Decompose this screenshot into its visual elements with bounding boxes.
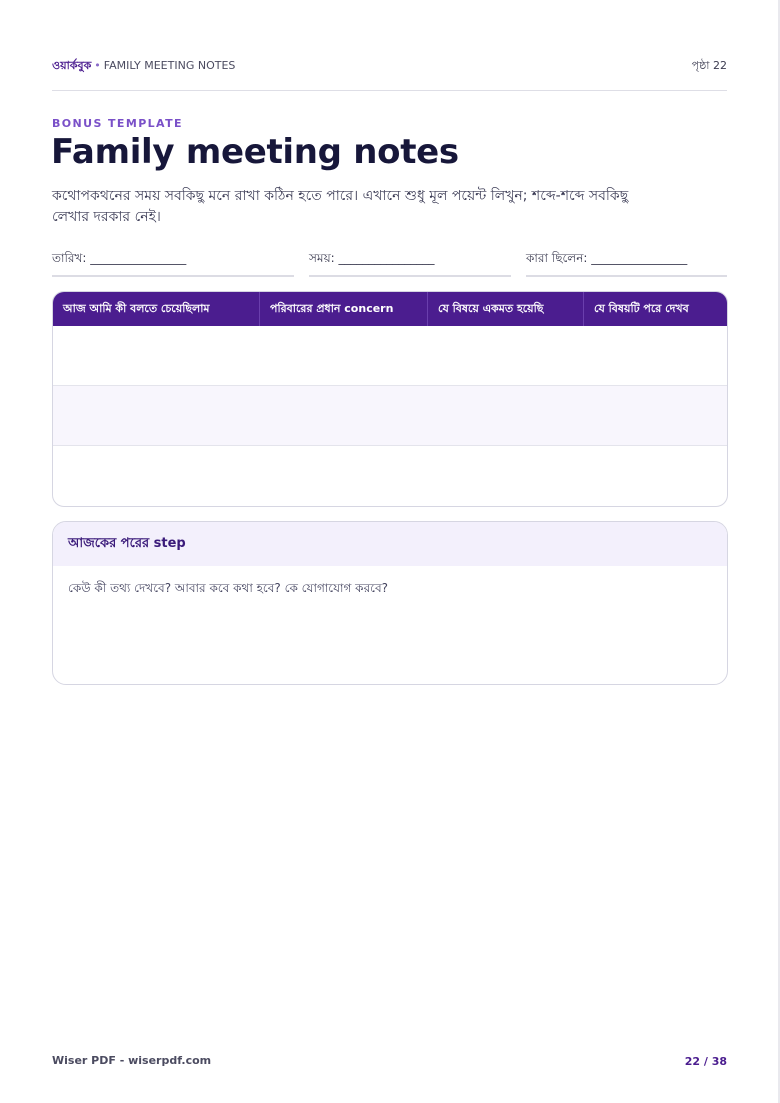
intro-text: কথোপকথনের সময় সবকিছু মনে রাখা কঠিন হতে পারে। এখানে শুধু মূল পয়েন্ট লিখুন; শব্দে-শব্দে সবকিছু লেখার দরকার নেই। <box>52 188 629 225</box>
date-label: তারিখ: <box>52 251 87 265</box>
next-steps-hint[interactable]: কেউ কী তথ্য দেখবে? আবার কবে কথা হবে? কে যোগাযোগ করবে? <box>68 581 389 595</box>
attendees-label: কারা ছিলেন: <box>526 251 588 265</box>
table-cell[interactable] <box>428 386 584 445</box>
table-header-row <box>53 292 727 326</box>
time-blank: ________________ <box>338 251 435 265</box>
table-cell[interactable] <box>53 446 260 505</box>
column-header-agreed-points: যে বিষয়ে একমত হয়েছি <box>428 292 584 326</box>
time-label: সময়: <box>309 251 335 265</box>
section-label: FAMILY MEETING NOTES <box>103 59 236 72</box>
table-cell[interactable] <box>53 386 260 445</box>
table-row <box>53 445 727 505</box>
table-cell[interactable] <box>53 326 260 385</box>
date-blank: ________________ <box>90 251 187 265</box>
footer-page-count: 22 / 38 <box>684 1055 727 1068</box>
next-steps-card <box>52 521 728 685</box>
meeting-notes-table <box>52 291 728 507</box>
time-field[interactable] <box>309 250 511 277</box>
header-divider <box>52 90 727 91</box>
date-field[interactable] <box>52 250 294 277</box>
table-cell[interactable] <box>260 446 428 505</box>
table-row <box>53 326 727 385</box>
table-cell[interactable] <box>428 326 584 385</box>
table-cell[interactable] <box>260 326 428 385</box>
attendees-field[interactable] <box>526 250 727 277</box>
table-cell[interactable] <box>260 386 428 445</box>
column-header-family-concern: পরিবারের প্রধান concern <box>260 292 428 326</box>
eyebrow-label: BONUS TEMPLATE <box>52 117 183 130</box>
footer-brand: Wiser PDF - wiserpdf.com <box>52 1054 212 1067</box>
page-title: Family meeting notes <box>51 132 459 172</box>
column-header-what-i-wanted-to-say: আজ আমি কী বলতে চেয়েছিলাম <box>53 292 260 326</box>
workbook-label: ওয়ার্কবুক <box>52 59 92 72</box>
table-cell[interactable] <box>584 326 727 385</box>
running-header <box>52 57 727 71</box>
next-steps-title: আজকের পরের step <box>53 522 727 566</box>
table-cell[interactable] <box>584 446 727 505</box>
attendees-blank: ________________ <box>591 251 688 265</box>
table-row <box>53 385 727 445</box>
column-header-follow-up: যে বিষয়টি পরে দেখব <box>594 301 689 315</box>
page-number-label: পৃষ্ঠা 22 <box>691 59 727 72</box>
header-separator: • <box>94 59 101 72</box>
table-cell[interactable] <box>428 446 584 505</box>
table-cell[interactable] <box>584 386 727 445</box>
